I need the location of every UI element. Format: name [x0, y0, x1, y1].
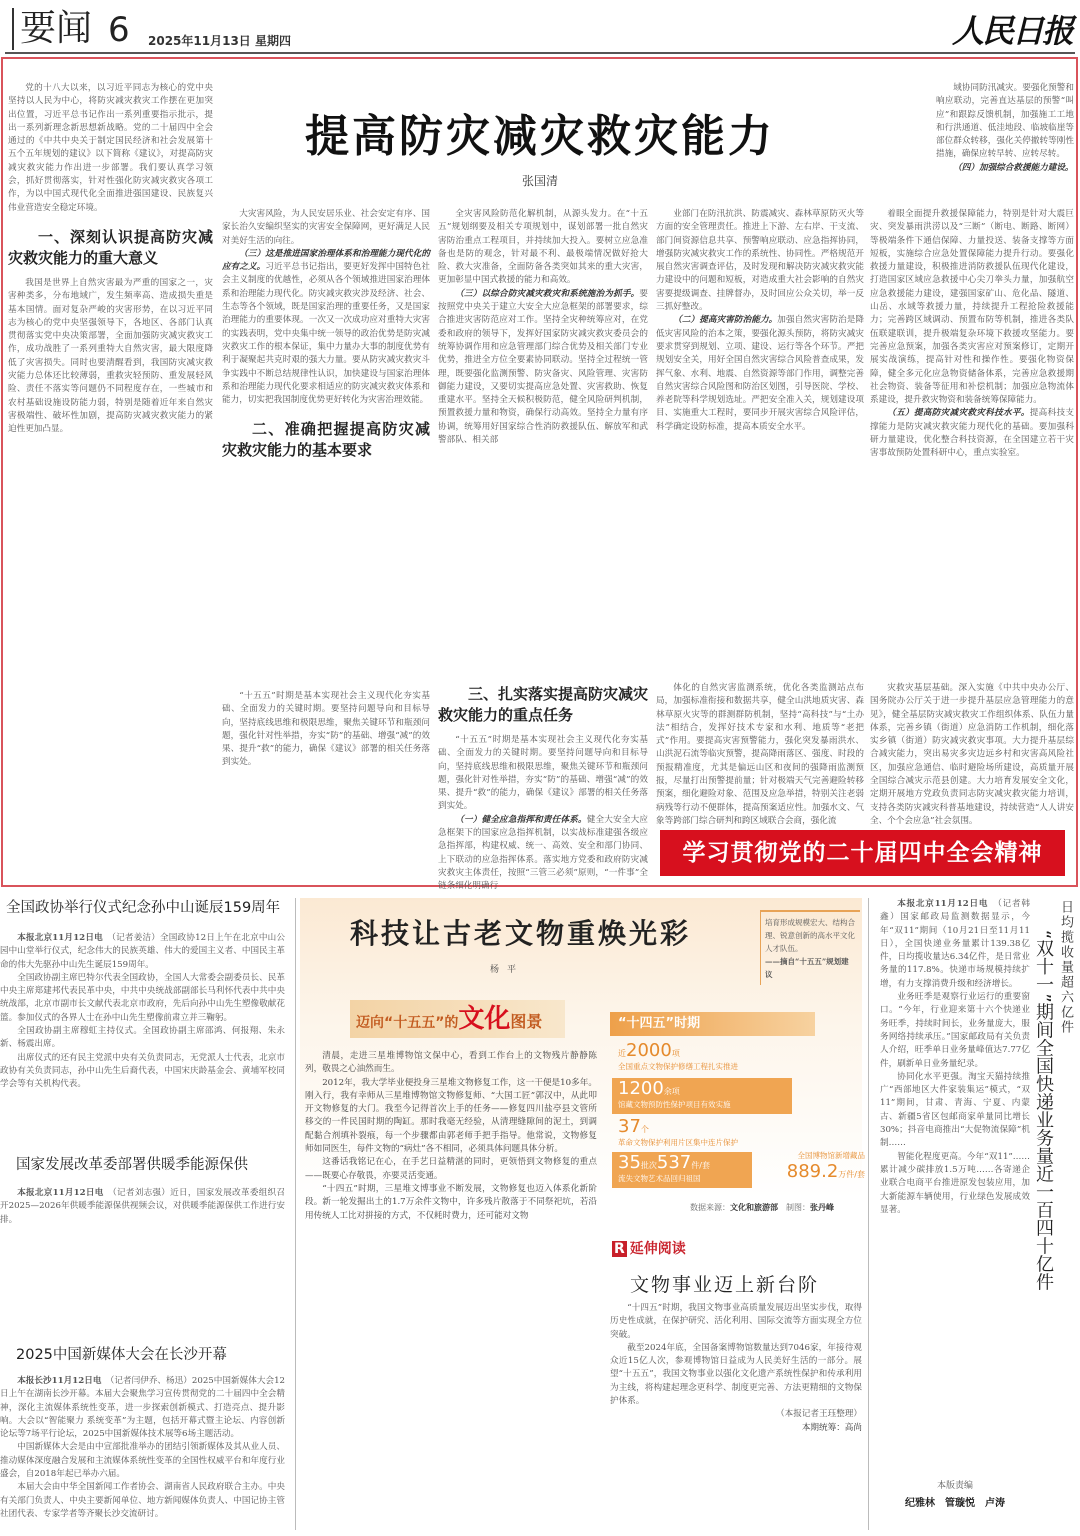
stat-desc: 全国博物馆新增藏品 [797, 1151, 865, 1160]
stat-unit: 批次 [640, 1161, 657, 1170]
article-column-4-lower [656, 682, 864, 826]
section-heading: 二、准确把握提高防灾减灾救灾能力的基本要求 [222, 420, 430, 460]
paragraph: “十五五”时期是基本实现社会主义现代化夯实基础、全面发力的关键时期。要坚持问题导向和目标导向，坚持底线思维和极限思维，聚焦关键环节和瓶颈问题，强化针对性举措，夯实“防”的基础、增强“减”的效果、提升“救”的能力，确保《建议》部署的相关任务落到实处。 [222, 691, 430, 768]
data-source: 文化和旅游部 [730, 1202, 778, 1212]
article-column-3 [438, 208, 648, 670]
section-heading: 一、深刻认识提高防灾减灾救灾能力的重大意义 [8, 227, 213, 267]
paragraph: 这番话我铭记在心，在手艺日益精湛的同时，更领悟到文物修复的重点——既要心存敬畏，亦要灵活变通。 [305, 1157, 597, 1181]
paragraph: 协同化水平更强。淘宝天猫持续推广“西部地区大件家装集运”模式，“双11”期间，甘肃、青海、宁夏、内蒙古、新疆5省区包邮商家单量同比增长30%；抖音电商推出“大促物流保障”机制…… [880, 1071, 1030, 1149]
paragraph: 中国新媒体大会是由中宣部批准举办的团结引领新媒体及其从业人员、推动媒体深度融合发展和主流媒体系统性变革的全国性权威平台和年度行业盛会，自2018年起已举办六届。 [0, 1442, 285, 1480]
news-headline: 国家发展改革委部署供暖季能源保供 [16, 1157, 248, 1173]
paragraph: 近日，国家发展改革委组织召开2025—2026年供暖季能源保供视频会议，对供暖季能源保供工作进行安排。 [0, 1188, 285, 1225]
express-headline: “双十一”期间全国快递业务量近一百四十亿件 [1033, 930, 1054, 1291]
article-column-2 [222, 208, 430, 680]
reporter: （记者刘志强） [112, 1188, 171, 1198]
paragraph: 清晨，走进三星堆博物馆文保中心，看到工作台上的文物残片静静陈列，敬畏之心油然而生。 [305, 1051, 597, 1075]
paragraph: 业部门在防汛抗洪、防震减灾、森林草原防灭火等方面的安全管理责任。推进上下游、左右岸、干支流、部门间资源信息共享、预警响应联动、应急指挥协同，增强防灾减灾救灾工作的系统性、协同性。严格规范开展自然灾害调查评估，及时发现和解决防灾减灾救灾能力建设中的问题和短板，对造成重大社会影响的自然灾害要提级调查、挂牌督办，及时回应公众关切，举一反三抓好整改。 [656, 209, 864, 313]
header-rule [5, 52, 1075, 54]
article-column-5 [870, 208, 1074, 678]
stat-restoration-projects [612, 1040, 812, 1072]
stat-desc: 全国重点文物保护修缮工程扎实推进 [618, 1062, 738, 1071]
news-item-cppcc [0, 898, 292, 1090]
stat-number: 537 [656, 1152, 692, 1173]
paragraph: 我国是世界上自然灾害最为严重的国家之一，灾害种类多，分布地域广，发生频率高、造成损失重是基本国情。面对复杂严峻的灾害形势，在以习近平同志为核心的党中央坚强领导下，各地区、各部门认真贯彻落实党中央决策部署，全面加强防灾减灾救灾工作，成功战胜了一系列重特大自然灾害，最大限度降低了灾害损失。同时也要清醒看到，我国防灾减灾救灾能力总体还比较薄弱，重救灾轻预防、重发展轻风险、责任不落实等问题仍不同程度存在，一些城市和农村基础设施设防能力弱，特别是随着近年来自然灾害极端性、破坏性加剧，提高防灾减灾救灾能力的紧迫性更加凸显。 [8, 277, 213, 435]
series-logo-emphasis: 文化 [458, 1004, 511, 1034]
series-logo-text: 迈向“十五五”的 [356, 1015, 459, 1031]
stat-unit: 万件/套 [838, 1170, 865, 1179]
page-number: 6 [108, 10, 130, 50]
paragraph-text: 健全大安全大应急框架下的国家应急指挥机制，以实战标准建强各级应急指挥部，构建权威、统一、高效、安全和部门协同、上下联动的应急指挥体系。落实地方党委和政府防灾减灾救灾主体责任，按照“三管三必须”原则，“一件事”全链条细化明确行 [438, 814, 648, 892]
article-column-5-top [936, 82, 1074, 207]
paragraph: 体化的自然灾害监测系统，优化各类监测站点布局，加强标准衔接和数据共享，健全山洪地质灾害、森林草原火灾等的群测群防机制，坚持“高科技”与“土办法”相结合，发挥好技术专家和水利、地质等“老把式”作用。要提高灾害预警能力，强化突发暴雨洪水、山洪泥石流等临灾预警，提高降雨落区、强度、时段的预报精准度，尤其是偏远山区和夜间的强降雨监测预报，尽量打出预警提前量；针对极端天气完善避险转移预案，细化避险对象、范围及应急举措，特别关注老弱病残等行动不便群体，提高预案适应性。加强水文、气象等跨部门综合研判和跨区域联合会商，强化流 [656, 683, 864, 826]
news-body [0, 1187, 285, 1342]
paragraph-text: 要按照党中央关于建立大安全大应急框架的部署要求，综合推进灾害防范应对工作。坚持全灾种统筹应对，在党委和政府的领导下，发挥好国家防灾减灾救灾委员会的统筹协调作用和应急管理部门综合优势及相关部门专业优势，推进全方位全要素协同联动。坚持全过程统一管理，既要强化监测预警、防灾备灾、风险管理、灾害防御能力建设，又要切实提高应急处置、灾害救助、恢复重建水平。坚持全天候积极防范，健全风险研判机制，预置救援力量和物资，确保行动高效。坚持全力量有序协调，统筹用好国家综合性消防救援队伍、解放军和武警部队、相关部 [438, 288, 648, 446]
express-news-body [880, 898, 1030, 1458]
chart-author: 张丹峰 [810, 1202, 834, 1212]
paragraph: 业务旺季是观察行业运行的重要窗口。“今年，行业迎来第十六个快递业务旺季，持续时间长，业务量庞大，服务网络持续承压。”国家邮政局有关负责人介绍，旺季单日业务量峰值达7.77亿件，刷新单日业务量纪录。 [880, 992, 1030, 1069]
paragraph [222, 248, 430, 408]
extended-reading-text: 延伸阅读 [629, 1241, 686, 1257]
paragraph: 本届大会由中华全国新闻工作者协会、湖南省人民政府联合主办。中央有关部门负责人、中央主要新闻单位、地方新闻媒体负责人、中国记协主管社团代表、专家学者等齐聚长沙交流研讨。 [0, 1482, 285, 1519]
quote-source: ——摘自“十五五”规划建议 [765, 957, 849, 979]
column-divider [868, 898, 869, 1530]
column-divider [295, 898, 296, 1530]
stat-museum-collections [760, 1150, 865, 1182]
section-3-column [438, 672, 649, 892]
stat-number: 37 [618, 1116, 641, 1137]
paragraph: 党的十八大以来，以习近平同志为核心的党中央坚持以人民为中心，将防灾减灾救灾工作摆在更加突出位置，习近平总书记作出一系列重要指示批示，提出一系列新理念新思想新战略。党的二十届四中全会通过的《中共中央关于制定国民经济和社会发展第十五个五年规划的建议》以下简称《建议》，对提高防灾减灾救灾能力作出进一步部署。我们要认真学习领会，抓好贯彻落实，针对性强化防灾减灾救灾各项工作，为以中国式现代化全面推进强国建设、民族复兴伟业营造安全稳定环境。 [8, 83, 213, 213]
stat-number: 2000 [626, 1040, 672, 1061]
paragraph: 着眼全面提升救援保障能力，特别是针对大震巨灾、突发暴雨洪涝以及“三断”（断电、断路、断网）等极端条件下通信保障、力量投送、装备支撑等方面短板，实施综合应急处置保障能力提升行动。要强化救援力量建设，积极推进消防救援队伍现代化建设，打造国家区域应急救援中心尖刀拳头力量，加强航空应急救援能力建设，建强国家矿山、危化品、隧道、山岳、水域等救援力量，持续提升工程抢险救援能力；完善跨区域调动、预置布防等机制，推进各类队伍联建联训，提升极端复杂环境下救援攻坚能力。要完善应急预案，加强各类灾害应对预案修订，定期开展实战演练，提高针对性和操作性。要强化物资保障，健全多元化应急物资储备体系，完善应急救援期社会物资、装备等征用和补偿机制；加强应急物流体系建设，提升救灾物资和装备统筹保障能力。 [870, 209, 1074, 406]
series-logo-text: 图景 [510, 1012, 543, 1031]
reporter: （记者闫伊乔、杨迅） [110, 1376, 192, 1386]
dateline: 本报北京11月12日电 [897, 899, 989, 909]
paragraph: 国家邮政局监测数据显示，今年“双11”期间（10月21日至11月11日），全国快递业务量累计139.38亿件，日均揽收量达6.34亿件，是日常业务量的117.8%。快递市场规模持续扩增，有力支撑消费升级和经济增长。 [880, 912, 1030, 989]
stat-desc: 革命文物保护利用片区集中连片保护 [618, 1138, 738, 1147]
paragraph: 出席仪式的还有民主党派中央有关负责同志，无党派人士代表，北京市政协有关负责同志，孙中山先生后裔代表，中国宋庆龄基金会、黄埔军校同学会等有关机构代表。 [0, 1052, 285, 1090]
stat-desc: 流失文物艺术品回归祖国 [618, 1174, 701, 1183]
newspaper-logo: 人民日报 [951, 12, 1072, 50]
paragraph: 2012年，我大学毕业便投身三星堆文物修复工作，这一干便是10多年。刚入行，我有幸师从三星堆博物馆文物修复师、“大国工匠”郭汉中，从此叩开文物修复的大门。我至今记得首次上手的任务——修复四川盐亭县文管所移交的一件民国时期的陶缸。那时我毫无经验，从清理缝隙间的泥土，到调配黏合剂填补裂痕，每一个步骤都由郭老师手把手指导。他常说，文物修复师如同医生，每件文物的“病灶”各不相同，必须具体问题具体分析。 [305, 1077, 597, 1155]
stat-unit: 余项 [663, 1087, 680, 1096]
series-logo [350, 1000, 565, 1038]
dateline: 本报北京11月12日电 [17, 1188, 104, 1198]
editors-label: 本版责编 [936, 1481, 973, 1491]
reporter: （记者韩鑫） [880, 899, 1030, 923]
section-heading: 三、扎实落实提高防灾减灾救灾能力的重点任务 [438, 685, 649, 724]
paragraph: 大灾害风险，为人民安居乐业、社会安定有序、国家长治久安编织坚实的灾害安全保障网，更好满足人民对美好生活的向往。 [222, 209, 430, 246]
credit-label: 数据来源： [690, 1203, 730, 1212]
article-column-2-lower [222, 690, 430, 878]
subheading: （一）健全应急指挥和责任体系。 [455, 814, 587, 825]
paragraph [936, 162, 1074, 175]
r-badge-icon: R [614, 1241, 625, 1257]
news-headline: 2025中国新媒体大会在长沙开幕 [16, 1347, 227, 1363]
feature-title: 科技让古老文物重焕光彩 [350, 917, 692, 950]
subheading: （五）提高防灾减灾救灾科技水平。 [887, 408, 1030, 419]
compiler-note: （本报记者王珏整理） [776, 1409, 862, 1420]
paragraph: 全国政协副主席巴特尔代表全国政协，全国人大常委会副委员长、民革中央主席郑建邦代表民革中央，中共中央统战部副部长马利怀代表中共中央统战部，北京市副市长文献代表北京市政府，先后向孙中山先生塑像敬献花篮。参加仪式的各界人士在孙中山先生塑像前肃立并三鞠躬。 [0, 972, 285, 1023]
subheading: （二）提高灾害防治能力。 [673, 315, 778, 326]
stat-number: 889.2 [786, 1161, 839, 1182]
subheading: （四）加强综合救援能力建设。 [953, 162, 1074, 173]
stats-heading: “十四五”时期 [610, 1012, 815, 1036]
stat-unit: 项 [671, 1049, 680, 1058]
chart-credit [690, 1202, 834, 1213]
editors-names: 纪雅林 管璇悦 卢涛 [905, 1498, 1005, 1509]
paragraph: 截至2024年底，全国备案博物馆数量达到7046家，年接待观众近15亿人次，参观博物馆日益成为人民美好生活的一部分。展望“十五五”，我国文物事业以强化文化遗产系统性保护和传承利用为主线，将构建起理念更科学、制度更完善、方法更精细的文物保护体系。 [610, 1342, 862, 1407]
feature-body [305, 1050, 597, 1530]
quote-text: 培育形成规模宏大、结构合理、锐意创新的高水平文化人才队伍。 [765, 918, 855, 953]
subheading: （三）这是推进国家治理体系和治理能力现代化的应有之义。 [222, 248, 430, 273]
news-body [0, 932, 286, 1090]
credit-label: 制图： [786, 1203, 810, 1212]
extended-reading-label [612, 1238, 686, 1258]
paragraph: 全灾害风险防范化解机制，从源头发力。在“十五五”规划纲要及相关专项规划中，谋划部署一批自然灾害防治重点工程项目，并持续加大投入。要树立应急准备也是防的观念，针对最不利、最极端情况做好抢大险、救大灾准备，全面防备各类突如其来的重大灾害，更加彰显中国式救援的能力和高效。 [438, 209, 648, 286]
paragraph: 灾救灾基层基础。深入实施《中共中央办公厅、国务院办公厅关于进一步提升基层应急管理能力的意见》，健全基层防灾减灾救灾工作组织体系、队伍力量体系，完善乡镇（街道）应急消防工作机制，细化落实乡镇（街道）防灾减灾救灾事项。大力提升基层综合减灾能力，突出易灾多灾边远乡村和灾害高风险社区，加强应急通信、临时避险场所建设，高质量开展全国综合减灾示范县创建。大力培育发展安全文化，定期开展地方党政负责同志防灾减灾救灾能力培训，支持各类防灾减灾科普基地建设，持续营造“人人讲安全、个个会应急”社会氛围。 [870, 683, 1074, 826]
paragraph [438, 288, 648, 448]
paragraph [656, 314, 864, 434]
paragraph-text: 提高科技支撑能力是防灾减灾救灾能力现代化的基础。要加强科研力量建设，优化整合科技资源，在全国建立若干灾害事故预防处置科研中心，重点实验室。 [870, 408, 1074, 459]
extended-reading-title: 文物事业迈上新台阶 [630, 1274, 820, 1296]
stat-revolutionary-areas [612, 1116, 812, 1148]
paragraph: 2025中国新媒体大会12日上午在湖南长沙开幕。本届大会聚焦学习宣传贯彻党的二十届四中全会精神，深化主流媒体系统性变革，进一步探索创新模式、打造亮点、提升影响。大会以“智能聚力 系统变革”为主题，包括开幕式暨主论坛、内容创新论坛等7场平行论坛，2025中国新媒体技术展等6场主题活动。 [0, 1376, 286, 1440]
paragraph: “十四五”时期，我国文物事业高质量发展迈出坚实步伐，取得历史性成就，在保护研究、活化利用、国际交流等方面实现全方位突破。 [610, 1303, 862, 1340]
main-article-author: 张国清 [521, 174, 558, 188]
paragraph [870, 407, 1074, 460]
section-name: 要闻 [12, 8, 92, 50]
subheading: （三）以综合防灾减灾救灾和系统施治为抓手。 [455, 288, 640, 299]
news-item-ndrc [0, 1155, 292, 1342]
paragraph: 全国政协12日上午在北京中山公园中山堂举行仪式，纪念伟大的民族英雄、伟大的爱国主义者、中国民主革命的伟大先驱孙中山先生诞辰159周年。 [0, 933, 286, 970]
campaign-banner: 学习贯彻党的二十届四中全会精神 [660, 830, 1065, 876]
news-body [0, 1375, 285, 1535]
stat-preventive-projects [612, 1078, 792, 1114]
paragraph: 域协同防汛减灾。要强化预警和响应联动，完善直达基层的预警“叫应”和跟踪反馈机制，加强施工工地和行洪通道、低洼地段、临坡临崖等部位群众转移，强化关停撤转等刚性措施，确保应转早转、应转尽转。 [936, 83, 1074, 160]
stat-number: 35 [618, 1152, 641, 1173]
coordinator: 本期统筹：高尚 [801, 1422, 862, 1433]
paragraph-text: 习近平总书记指出，要更好发挥中国特色社会主义制度的优越性，必须从各个领域推进国家治理体系和治理能力现代化。防灾减灾救灾涉及经济、社会、生态等各个领域，既是国家治理的重要任务，又是国家治理能力的重要体现。一次又一次成功应对重特大灾害的实践表明，党中央集中统一领导的政治优势是防灾减灾救灾工作的根本保证，集中力量办大事的制度优势有利于凝聚起共克时艰的强大力量。要从防灾减灾救灾斗争实践中不断总结规律性认识，加快建设与国家治理体系和治理能力现代化要求相适应的防灾减灾救灾体系和能力，切实把我国制度优势更好转化为灾害治理效能。 [222, 262, 430, 406]
paragraph-text: 加强自然灾害防治是降低灾害风险的治本之策，要强化源头预防，将防灾减灾要求贯穿到规划、立项、建设、运行等各个环节。严把规划安全关，用好全国自然灾害综合风险普查成果，发挥气象、水利、地震、自然资源等部门作用，调整完善自然灾害综合风险图和防治区划图，引导医院、学校、养老院等科学规划选址。严把安全准入关，规划建设项目、实施重大工程时，要同步开展灾害综合风险评估，科学确定设防标准，提高本质安全水平。 [656, 315, 864, 432]
main-article-title: 提高防灾减灾救灾能力 [305, 111, 775, 162]
feature-author: 杨平 [490, 965, 525, 975]
issue-date: 2025年11月13日 星期四 [148, 34, 291, 48]
pull-quote [760, 910, 860, 985]
news-headline: 全国政协举行仪式纪念孙中山诞辰159周年 [6, 900, 281, 916]
paragraph: 全国政协副主席穆虹主持仪式。全国政协副主席邵鸿、何报翔、朱永新、杨震出席。 [0, 1026, 285, 1050]
paragraph: “十四五”时期，三星堆文博事业不断发展，文物修复也迈入体系化新阶段。新一轮发掘出土的1.7万余件文物中，许多残片散落于不同祭祀坑，若沿用传统人工比对拼接的方式，不仅耗时费力，还可能对文物 [305, 1183, 597, 1221]
paragraph: “十五五”时期是基本实现社会主义现代化夯实基础、全面发力的关键时期。要坚持问题导向和目标导向，坚持底线思维和极限思维，聚焦关键环节和瓶颈问题，强化针对性举措，夯实“防”的基础、增强“减”的效果、提升“救”的能力，确保《建议》部署的相关任务落到实处。 [438, 735, 648, 812]
article-column-1 [8, 82, 213, 877]
express-kicker: 日均揽收量超六亿件 [1058, 900, 1073, 1035]
stat-prefix: 近 [618, 1049, 626, 1058]
stat-desc: 馆藏文物预防性保护项目有效实施 [618, 1100, 731, 1109]
article-column-4 [656, 208, 864, 678]
stat-unit: 件/套 [691, 1161, 710, 1170]
paragraph: 智能化程度更高。今年“双11”……累计减少碳排放1.5万吨……各寄递企业联合电商平台推进原发包装应用，加大新能源车辆使用，行业绿色发展成效显著。 [880, 1151, 1030, 1215]
article-column-5-lower [870, 682, 1074, 826]
stat-number: 1200 [618, 1078, 664, 1099]
stat-unit: 个 [640, 1125, 649, 1134]
dateline: 本报长沙11月12日电 [17, 1376, 102, 1386]
paragraph [438, 814, 648, 894]
news-item-new-media [0, 1345, 292, 1535]
extended-reading-body [610, 1302, 862, 1512]
stat-returned-relics [612, 1152, 752, 1188]
dateline: 本报北京11月12日电 [17, 933, 103, 943]
reporter: （记者姜洁） [111, 933, 161, 943]
